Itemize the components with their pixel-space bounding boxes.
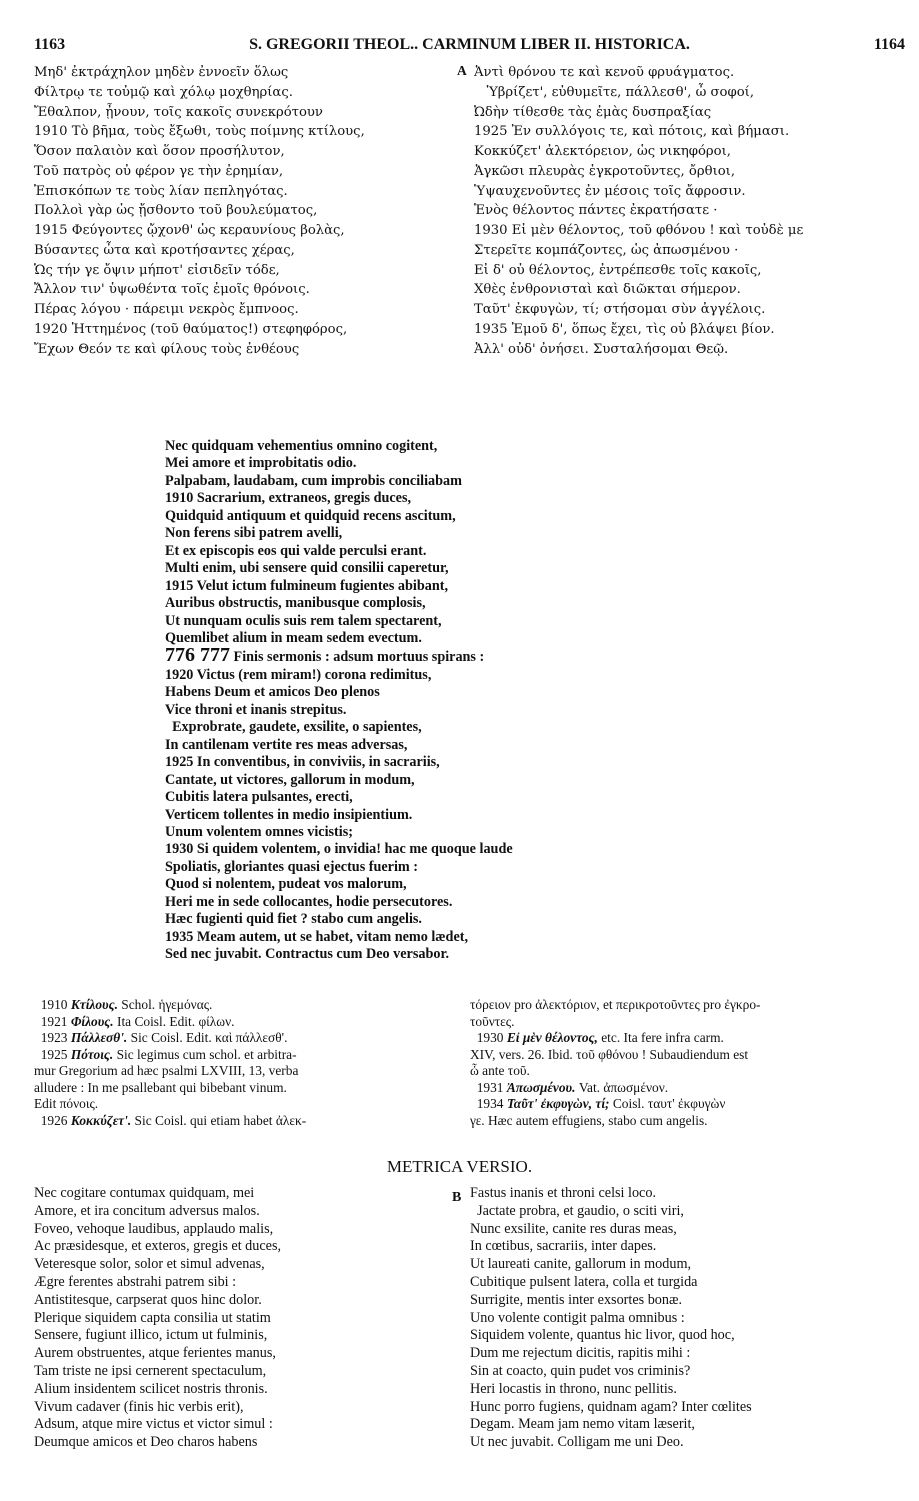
footnote-line — [34, 997, 449, 1014]
greek-text-right-column — [474, 63, 914, 359]
footnote-line — [470, 1014, 910, 1031]
latin-verse-line: Quidquid antiquum et quidquid recens ascitum, — [165, 507, 456, 524]
latin-verse-line: Verticem tollentes in medio insipientium. — [165, 806, 413, 823]
footnote-text: alludere : In me psallebant qui bibebant vinum. — [34, 1079, 287, 1095]
footnote-lemma: Πότοις. — [70, 1046, 114, 1062]
greek-verse-line: Ἄλλον τιν' ὑψωθέντα τοῖς ἐμοῖς θρόνοις. — [34, 282, 310, 298]
footnote-text: etc. Ita fere infra carm. — [597, 1030, 724, 1045]
greek-verse-line: 1925 Ἐν συλλόγοις τε, καὶ πότοις, καὶ βήμασι. — [474, 124, 790, 140]
latin-verse-line: Cantate, ut victores, gallorum in modum, — [165, 771, 415, 788]
metrica-verse-line: Sensere, fugiunt illico, ictum ut fulminis, — [34, 1327, 268, 1344]
latin-verse-line: 1915 Velut ictum fulmineum fugientes abibant, — [165, 577, 448, 594]
footnote-line — [34, 1063, 449, 1080]
metrica-versio-heading: METRICA VERSIO. — [386, 1157, 533, 1176]
footnote-line — [470, 1096, 910, 1113]
greek-verse-line: Ὠδὴν τίθεσθε τὰς ἐμὰς δυσπραξίας — [474, 104, 712, 120]
metrica-verse-line: Deumque amicos et Deo charos habens — [34, 1434, 258, 1451]
latin-verse-line: Et ex episcopis eos qui valde perculsi erant. — [165, 542, 427, 559]
metrica-verse-line: Ac præsidesque, et exteros, gregis et duces, — [34, 1238, 282, 1255]
latin-verse-line: Vice throni et inanis strepitus. — [165, 701, 347, 718]
latin-translation — [165, 438, 865, 964]
footnote-line — [470, 1063, 910, 1080]
metrica-verse-line: Cubitique pulsent latera, colla et turgida — [470, 1273, 698, 1290]
latin-verse-line: Unum volentem omnes vicistis; — [165, 823, 353, 840]
footnote-text: Coisl. ταυτ' ἐκφυγὼν — [609, 1096, 726, 1111]
metrica-verse-line: Adsum, atque mire victus et victor simul : — [34, 1416, 273, 1433]
footnote-verse-number: 1925 — [34, 1046, 71, 1062]
metrica-verse-line: Antistitesque, carpserat quos hinc dolor. — [34, 1291, 262, 1308]
greek-verse-line: 1920 Ἡττημένος (τοῦ θαύματος!) στεφηφόρος, — [34, 321, 348, 337]
footnotes-right-column — [470, 997, 910, 1129]
greek-verse-line: Μηδ' ἐκτράχηλον μηδὲν ἐννοεῖν ὅλως — [34, 65, 289, 80]
metrica-verse-line: Aurem obstruentes, atque ferientes manus, — [34, 1345, 276, 1362]
greek-verse-line: Βύσαντες ὦτα καὶ κροτήσαντες χέρας, — [34, 242, 295, 258]
footnote-line — [34, 1030, 449, 1047]
page-number-right: 1164 — [873, 36, 905, 53]
page-number-left: 1163 — [34, 36, 66, 53]
footnote-text: ὦ ante τοῦ. — [470, 1063, 530, 1078]
greek-verse-line: Τοῦ πατρὸς οὐ φέρον γε τὴν ἐρημίαν, — [34, 163, 284, 179]
footnote-lemma: Ἀπωσμένου. — [506, 1079, 576, 1095]
latin-verse-line: Habens Deum et amicos Deo plenos — [165, 684, 380, 701]
footnote-lemma: Κοκκύζετ'. — [70, 1112, 132, 1128]
metrica-verse-line: Amore, et ira concitum adversus malos. — [34, 1202, 260, 1219]
greek-verse-line: Ταῦτ' ἐκφυγὼν, τί; στήσομαι σὺν ἀγγέλοις. — [474, 302, 766, 317]
latin-verse-line: Non ferens sibi patrem avelli, — [165, 525, 343, 542]
greek-verse-line: 1930 Εἰ μὲν θέλοντος, τοῦ φθόνου ! καὶ τοὐδὲ με — [474, 223, 804, 238]
latin-verse-line — [165, 647, 865, 666]
footnote-verse-number: 1930 — [470, 1030, 507, 1045]
metrica-verse-line: Ægre ferentes abstrahi patrem sibi : — [34, 1273, 237, 1290]
footnote-line — [34, 1047, 449, 1064]
greek-verse-line: Ἐπισκόπων τε τοὺς λίαν πεπληγότας. — [34, 183, 288, 199]
latin-verse-line: Heri me in sede collocantes, hodie persecutores. — [165, 893, 453, 910]
column-marker-b: B — [452, 1190, 462, 1205]
footnote-lemma: Φίλους. — [70, 1013, 114, 1029]
latin-verse-line: 1910 Sacrarium, extraneos, gregis duces, — [165, 490, 412, 507]
footnote-lemma: Εἰ μὲν θέλοντος, — [506, 1030, 598, 1045]
latin-verse-line: 1935 Meam autem, ut se habet, vitam nemo lædet, — [165, 928, 469, 945]
footnote-line — [34, 1014, 449, 1031]
footnote-verse-number: 1931 — [470, 1079, 507, 1095]
greek-verse-line: Ἀντὶ θρόνου τε καὶ κενοῦ φρυάγματος. — [474, 65, 735, 80]
metrica-verse-line: Ut laureati canite, gallorum in modum, — [470, 1256, 692, 1273]
footnote-text: mur Gregorium ad hæc psalmi LXVIII, 13, verba — [34, 1063, 299, 1078]
latin-verse-line: Auribus obstructis, manibusque complosis, — [165, 595, 426, 612]
footnote-line — [470, 1030, 910, 1047]
greek-verse-line: Ἔχων Θεόν τε καὶ φίλους τοὺς ἐνθέους — [34, 341, 300, 357]
metrica-verse-line: Uno volente contigit palma omnibus : — [470, 1309, 685, 1326]
footnote-text: Sic Coisl. qui etiam habet ἀλεκ- — [131, 1112, 307, 1128]
metrica-verse-line: Siquidem volente, quantus hic livor, quod hoc, — [470, 1327, 735, 1344]
latin-verse-line: 1930 Si quidem volentem, o invidia! hac me quoque laude — [165, 841, 513, 858]
latin-verse-line: Exprobrate, gaudete, exsilite, o sapientes, — [165, 719, 422, 736]
footnotes-left-column — [34, 997, 449, 1129]
latin-verse-line: 1925 In conventibus, in conviviis, in sacrariis, — [165, 754, 440, 771]
footnote-line — [470, 1047, 910, 1064]
metrica-verse-line: Dum me rejectum dicitis, rapitis mihi : — [470, 1345, 691, 1362]
greek-verse-line: Ἑνὸς θέλοντος πάντες ἐκρατήσατε · — [474, 203, 718, 219]
greek-verse-line: Ὑβρίζετ', εὐθυμεῖτε, πάλλεσθ', ὦ σοφοί, — [474, 84, 755, 100]
greek-verse-line: Ὡς τήν γε ὄψιν μήποτ' εἰσιδεῖν τόδε, — [34, 262, 280, 278]
footnote-text: Vat. ἀπωσμένον. — [575, 1079, 669, 1095]
running-title: S. GREGORII THEOL.. CARMINUM LIBER II. HISTORICA. — [249, 36, 690, 53]
latin-verse-line: Multi enim, ubi sensere quid consilii caperetur, — [165, 560, 449, 577]
footnote-lemma: Ταῦτ' ἐκφυγὼν, τί; — [506, 1096, 610, 1111]
footnote-text: Schol. ἡγεμόνας. — [117, 997, 213, 1012]
greek-verse-line: Εἰ δ' οὐ θέλοντος, ἐντρέπεσθε τοῖς κακοῖς, — [474, 262, 762, 278]
metrica-verse-line: Veteresque solor, solor et simul advenas, — [34, 1256, 265, 1273]
footnote-line — [34, 1096, 449, 1113]
footnote-lemma: Πάλλεσθ'. — [70, 1030, 128, 1045]
greek-verse-line: Στερεῖτε κομπάζοντες, ὡς ἀπωσμένου · — [474, 242, 739, 258]
column-numbers: 776 777 — [165, 647, 230, 667]
metrica-left-column — [34, 1185, 444, 1452]
greek-verse-line: Πολλοὶ γὰρ ὡς ᾔσθοντο τοῦ βουλεύματος, — [34, 203, 318, 219]
footnote-verse-number: 1923 — [34, 1030, 71, 1045]
latin-verse-line: In cantilenam vertite res meas adversas, — [165, 736, 408, 753]
footnote-text: XIV, vers. 26. Ibid. τοῦ φθόνου ! Subaudiendum est — [470, 1046, 749, 1062]
latin-verse-line: Quemlibet alium in meam sedem evectum. — [165, 629, 422, 646]
metrica-right-column — [470, 1185, 910, 1452]
latin-verse-line: 1920 Victus (rem miram!) corona redimitus, — [165, 666, 432, 683]
greek-verse-line: Κοκκύζετ' ἀλεκτόρειον, ὡς νικηφόροι, — [474, 144, 731, 159]
metrica-verse-line: Tam triste ne ipsi cernerent spectaculum, — [34, 1362, 267, 1379]
greek-verse-line: Ὑψαυχενοῦντες ἐν μέσοις τοῖς ἄφροσιν. — [474, 183, 746, 199]
footnote-text: τοῦντες. — [470, 1013, 515, 1029]
footnote-text: γε. Hæc autem effugiens, stabo cum angelis. — [470, 1112, 708, 1128]
footnote-verse-number: 1910 — [34, 997, 71, 1012]
latin-verse-line: Quod si nolentem, pudeat vos malorum, — [165, 876, 407, 893]
greek-verse-line: Ἀλλ' οὐδ' ὀνήσει. Συσταλήσομαι Θεῷ. — [474, 341, 729, 357]
metrica-verse-line: Ut nec juvabit. Colligam me uni Deo. — [470, 1434, 684, 1451]
metrica-verse-line: In cœtibus, sacrariis, inter dapes. — [470, 1238, 657, 1255]
greek-verse-line: 1910 Τὸ βῆμα, τοὺς ἔξωθι, τοὺς ποίμνης κτίλους, — [34, 124, 365, 140]
column-marker-a: A — [457, 63, 467, 78]
latin-verse-line: Hæc fugienti quid fiet ? stabo cum angelis. — [165, 911, 422, 928]
footnote-line — [470, 1113, 910, 1130]
latin-verse-line: Cubitis latera pulsantes, erecti, — [165, 789, 353, 806]
footnote-line — [34, 1113, 449, 1130]
greek-verse-line: 1915 Φεύγοντες ᾤχονθ' ὡς κεραυνίους βολὰς, — [34, 223, 345, 238]
greek-verse-line: Ἔθαλπον, ᾖνουν, τοῖς κακοῖς συνεκρότουν — [34, 104, 323, 120]
footnote-text: Sic legimus cum schol. et arbitra- — [113, 1046, 297, 1062]
metrica-verse-line: Alium insidentem scilicet nostris thronis. — [34, 1380, 268, 1397]
footnote-lemma: Κτίλους. — [70, 997, 118, 1012]
metrica-verse-line: Hunc porro fugiens, quidnam agam? Inter cœlites — [470, 1398, 752, 1415]
metrica-verse-line: Vivum cadaver (finis hic verbis erit), — [34, 1398, 244, 1415]
footnote-text: Edit πόνοις. — [34, 1096, 99, 1111]
page-header — [34, 36, 905, 58]
greek-verse-line: Πέρας λόγου · πάρειμι νεκρὸς ἔμπνοος. — [34, 302, 299, 317]
greek-verse-line: Ὅσον παλαιὸν καὶ ὅσον προσήλυτον, — [34, 144, 285, 159]
latin-verse-line: Sed nec juvabit. Contractus cum Deo versabor. — [165, 946, 449, 963]
latin-verse-line: Mei amore et improbitatis odio. — [165, 455, 357, 472]
metrica-verse-line: Nec cogitare contumax quidquam, mei — [34, 1185, 255, 1201]
greek-verse-line: Φίλτρῳ τε τοὐμῷ καὶ χόλῳ μοχθηρίας. — [34, 84, 293, 100]
greek-verse-line: Χθὲς ἐνθρονισταὶ καὶ διῶκται σήμερον. — [474, 282, 741, 298]
footnote-line — [470, 1080, 910, 1097]
footnote-text: Sic Coisl. Edit. καὶ πάλλεσθ'. — [127, 1030, 288, 1045]
latin-verse-line: Ut nunquam oculis suis rem talem spectarent, — [165, 612, 442, 629]
greek-text-left-column — [34, 63, 454, 359]
footnote-verse-number: 1921 — [34, 1013, 71, 1029]
latin-verse-line: Nec quidquam vehementius omnino cogitent, — [165, 438, 438, 454]
metrica-verse-line: Plerique siquidem capta consilia ut statim — [34, 1309, 271, 1326]
metrica-verse-line: Heri locastis in throno, nunc pellitis. — [470, 1380, 677, 1397]
latin-verse-line: Spoliatis, gloriantes quasi ejectus fuerim : — [165, 858, 418, 875]
footnote-verse-number: 1934 — [470, 1096, 507, 1111]
metrica-verse-line: Jactate probra, et gaudio, o sciti viri, — [470, 1202, 684, 1219]
footnote-text: Ita Coisl. Edit. φίλων. — [113, 1013, 235, 1029]
metrica-verse-line: Degam. Meam jam nemo vitam læserit, — [470, 1416, 695, 1433]
latin-verse-text: Finis sermonis : adsum mortuus spirans : — [230, 649, 485, 666]
metrica-verse-line: Nunc exsilite, canite res duras meas, — [470, 1220, 677, 1237]
greek-verse-line: 1935 Ἐμοῦ δ', ὅπως ἔχει, τὶς οὐ βλάψει βίον. — [474, 321, 775, 337]
greek-verse-line: Ἀγκῶσι πλευρὰς ἐγκροτοῦντες, ὄρθιοι, — [474, 163, 736, 179]
footnote-text: τόρειον pro ἀλεκτόριον, et περικροτοῦντες pro ἐγκρο- — [470, 997, 761, 1012]
footnote-line — [470, 997, 910, 1014]
footnote-verse-number: 1926 — [34, 1112, 71, 1128]
footnote-line — [34, 1080, 449, 1097]
metrica-verse-line: Surrigite, mentis inter exsortes bonæ. — [470, 1291, 682, 1308]
metrica-verse-line: Foveo, vehoque laudibus, applaudo malis, — [34, 1220, 274, 1237]
metrica-verse-line: Sin at coacto, quin pudet vos criminis? — [470, 1362, 691, 1379]
latin-verse-line: Palpabam, laudabam, cum improbis conciliabam — [165, 472, 462, 489]
metrica-verse-line: Fastus inanis et throni celsi loco. — [470, 1185, 656, 1201]
